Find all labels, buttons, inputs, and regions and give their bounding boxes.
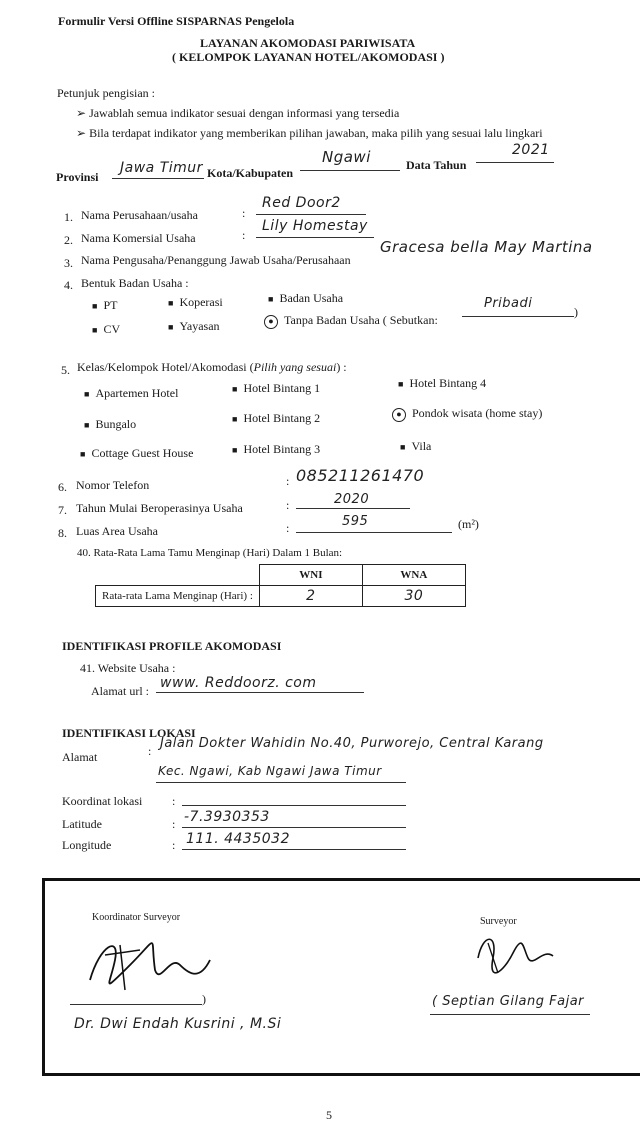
latitude-colon: :: [172, 817, 176, 831]
option-hotel-bintang-2[interactable]: ■ Hotel Bintang 2: [232, 411, 321, 425]
selected-circle-icon: ●: [264, 315, 278, 329]
provinsi-value[interactable]: Jawa Timur: [120, 160, 203, 176]
bullet-icon: ■: [80, 449, 86, 459]
commercial-name-value[interactable]: Lily Homestay: [262, 218, 368, 234]
alamat-colon: :: [148, 744, 152, 758]
instruction-text: Jawablah semua indikator sesuai dengan informasi yang tersedia: [89, 106, 400, 120]
provinsi-underline: [112, 178, 204, 179]
tahun-underline: [476, 162, 554, 163]
field-number: 5.: [61, 363, 70, 377]
field-label: Tahun Mulai Beroperasinya Usaha: [76, 501, 243, 515]
owner-name-value[interactable]: Gracesa bella May Martina: [380, 238, 593, 256]
provinsi-label: Provinsi: [56, 170, 99, 184]
tahun-label: Data Tahun: [406, 158, 467, 172]
phone-value[interactable]: 085211261470: [296, 466, 425, 485]
option-cottage-guest-house[interactable]: ■ Cottage Guest House: [80, 446, 194, 460]
kota-value[interactable]: Ngawi: [322, 148, 371, 166]
bullet-icon: ■: [232, 445, 238, 455]
company-name-value[interactable]: Red Door2: [262, 195, 341, 211]
stay-heading: 40. Rata-Rata Lama Tamu Menginap (Hari) Dalam 1 Bulan:: [77, 547, 343, 559]
url-label: Alamat url :: [91, 684, 149, 698]
field-colon: :: [286, 474, 290, 488]
wni-value[interactable]: 2: [259, 586, 362, 607]
field-label: Nama Pengusaha/Penanggung Jawab Usaha/Perusahaan: [81, 253, 351, 267]
website-label: 41. Website Usaha :: [80, 661, 176, 675]
field-number: 8.: [58, 526, 67, 540]
alamat-label: Alamat: [62, 750, 98, 764]
area-value[interactable]: 595: [342, 514, 369, 529]
form-label: Formulir Versi Offline SISPARNAS Pengelola: [58, 14, 295, 28]
stay-row-label: Rata-rata Lama Menginap (Hari) :: [96, 586, 260, 607]
kota-label: Kota/Kabupaten: [207, 166, 294, 180]
field-colon: :: [286, 498, 290, 512]
bullet-icon: ■: [92, 325, 98, 335]
close-paren: ): [574, 305, 578, 319]
field-label: Bentuk Badan Usaha :: [81, 276, 189, 290]
bullet-icon: ■: [268, 294, 274, 304]
koordinat-label: Koordinat lokasi: [62, 794, 143, 808]
koordinat-colon: :: [172, 794, 176, 808]
tanpa-badan-usaha-value[interactable]: Pribadi: [484, 296, 533, 311]
col-wna: WNA: [362, 565, 465, 586]
option-badan-usaha[interactable]: ■ Badan Usaha: [268, 291, 344, 305]
option-tanpa-badan-usaha[interactable]: ● Tanpa Badan Usaha ( Sebutkan:: [264, 313, 438, 329]
option-pondok-wisata[interactable]: ● Pondok wisata (home stay): [392, 406, 542, 422]
option-hotel-bintang-3[interactable]: ■ Hotel Bintang 3: [232, 442, 321, 456]
stay-table: [95, 564, 466, 607]
arrow-bullet-icon: ➢: [76, 126, 87, 140]
longitude-underline: [182, 849, 406, 850]
field-label: Nomor Telefon: [76, 478, 150, 492]
area-underline: [296, 532, 452, 533]
instruction-text: Bila terdapat indikator yang memberikan pilihan jawaban, maka pilih yang sesuai lalu lingkari: [89, 126, 543, 140]
field-number: 7.: [58, 503, 67, 517]
bullet-icon: ■: [232, 384, 238, 394]
kota-underline: [300, 170, 400, 171]
field-colon: :: [286, 521, 290, 535]
longitude-value[interactable]: 111. 4435032: [186, 831, 290, 847]
bullet-icon: ■: [92, 301, 98, 311]
koordinator-underline: [70, 1004, 202, 1005]
option-apartemen-hotel[interactable]: ■ Apartemen Hotel: [84, 386, 179, 400]
page-title: LAYANAN AKOMODASI PARIWISATA: [200, 36, 416, 50]
latitude-underline: [182, 827, 406, 828]
option-bungalo[interactable]: ■ Bungalo: [84, 417, 137, 431]
option-pt[interactable]: ■ PT: [92, 298, 118, 312]
option-hotel-bintang-4[interactable]: ■ Hotel Bintang 4: [398, 376, 487, 390]
field-label: Luas Area Usaha: [76, 524, 158, 538]
selected-circle-icon: ●: [392, 408, 406, 422]
lokasi-heading: IDENTIFIKASI LOKASI: [62, 726, 196, 740]
longitude-colon: :: [172, 838, 176, 852]
field-colon: :: [242, 228, 246, 242]
koordinator-signature: [70, 925, 220, 1005]
alamat-underline: [156, 782, 406, 783]
koordinat-underline: [182, 805, 406, 806]
bullet-icon: ■: [168, 298, 174, 308]
koordinator-name: Dr. Dwi Endah Kusrini , M.Si: [74, 1016, 282, 1032]
option-vila[interactable]: ■ Vila: [400, 439, 432, 453]
surveyor-underline: [430, 1014, 590, 1015]
option-koperasi[interactable]: ■ Koperasi: [168, 295, 223, 309]
page-subtitle: ( KELOMPOK LAYANAN HOTEL/AKOMODASI ): [172, 50, 445, 64]
field-number: 2.: [64, 233, 73, 247]
alamat-line-1[interactable]: Jalan Dokter Wahidin No.40, Purworejo, Central Karang: [160, 736, 544, 751]
url-value[interactable]: www. Reddoorz. com: [160, 675, 317, 691]
url-underline: [156, 692, 364, 693]
instruction-item: [76, 106, 399, 121]
koordinator-label: Koordinator Surveyor: [92, 912, 181, 923]
bullet-icon: ■: [84, 420, 90, 430]
bullet-icon: ■: [400, 442, 406, 452]
commercial-name-underline: [256, 237, 374, 238]
bullet-icon: ■: [84, 389, 90, 399]
surveyor-signature: [468, 928, 568, 983]
surveyor-label: Surveyor: [480, 916, 517, 927]
longitude-label: Longitude: [62, 838, 112, 852]
field-label: Nama Komersial Usaha: [81, 231, 196, 245]
tanpa-underline: [462, 316, 574, 317]
option-cv[interactable]: ■ CV: [92, 322, 121, 336]
company-name-underline: [256, 214, 366, 215]
year-started-value[interactable]: 2020: [334, 492, 370, 507]
profile-heading: IDENTIFIKASI PROFILE AKOMODASI: [62, 639, 282, 653]
page-number: 5: [326, 1108, 332, 1122]
col-wni: WNI: [259, 565, 362, 586]
kelas-label: Kelas/Kelompok Hotel/Akomodasi (Pilih yang sesuai) :: [77, 360, 347, 374]
bullet-icon: ■: [168, 322, 174, 332]
bullet-icon: ■: [398, 379, 404, 389]
wna-value[interactable]: 30: [362, 586, 465, 607]
alamat-line-2[interactable]: Kec. Ngawi, Kab Ngawi Jawa Timur: [158, 764, 382, 778]
field-number: 1.: [64, 210, 73, 224]
option-yayasan[interactable]: ■ Yayasan: [168, 319, 220, 333]
field-number: 6.: [58, 480, 67, 494]
field-number: 4.: [64, 278, 73, 292]
year-underline: [296, 508, 410, 509]
bullet-icon: ■: [232, 414, 238, 424]
surveyor-name: ( Septian Gilang Fajar: [432, 994, 585, 1009]
tahun-value[interactable]: 2021: [512, 142, 550, 158]
option-hotel-bintang-1[interactable]: ■ Hotel Bintang 1: [232, 381, 321, 395]
instructions-heading: Petunjuk pengisian :: [57, 86, 155, 100]
field-colon: :: [242, 206, 246, 220]
latitude-value[interactable]: -7.3930353: [184, 809, 270, 825]
arrow-bullet-icon: ➢: [76, 106, 87, 120]
koordinator-paren: ): [202, 992, 206, 1006]
instruction-item: [76, 126, 543, 141]
field-label: Nama Perusahaan/usaha: [81, 208, 198, 222]
field-number: 3.: [64, 256, 73, 270]
latitude-label: Latitude: [62, 817, 102, 831]
area-unit: (m²): [458, 517, 479, 531]
